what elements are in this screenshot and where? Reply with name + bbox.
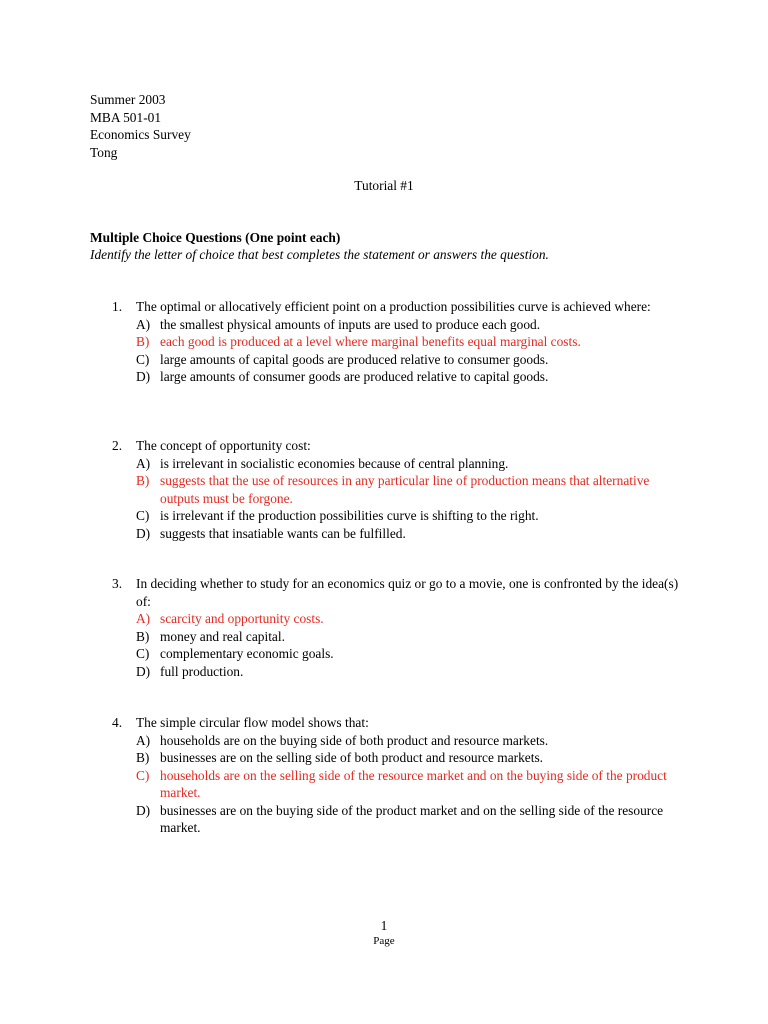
option-text: businesses are on the buying side of the product market and on the selling side of the resource market.: [160, 802, 664, 835]
option-text: the smallest physical amounts of inputs are used to produce each good.: [160, 316, 541, 332]
course-header: [90, 91, 191, 161]
option-letter: D): [136, 369, 151, 384]
option-letter: C): [136, 767, 150, 783]
question-2: [112, 437, 692, 542]
page-title: Tutorial #1: [354, 178, 414, 193]
option-a: [112, 455, 692, 473]
option-text: scarcity and opportunity costs.: [160, 611, 324, 626]
option-text: suggests that the use of resources in any particular line of production means that alternative outputs must be forgone.: [160, 473, 650, 506]
question-text: The optimal or allocatively efficient point on a production possibilities curve is achieved where:: [136, 299, 651, 314]
option-c: [112, 507, 692, 525]
question-1: [112, 298, 692, 386]
option-letter: C): [136, 646, 150, 661]
instructor-name: Tong: [90, 144, 118, 160]
option-letter: B): [136, 750, 150, 765]
question-text: The concept of opportunity cost:: [136, 438, 311, 453]
section-instructions: Identify the letter of choice that best completes the statement or answers the question.: [90, 247, 549, 262]
option-c: [112, 645, 692, 663]
course-code: MBA 501-01: [90, 109, 162, 125]
option-b: [112, 628, 692, 646]
option-letter: B): [136, 334, 150, 349]
question-text: The simple circular flow model shows that:: [136, 715, 369, 730]
option-letter: A): [136, 611, 151, 626]
option-text: businesses are on the selling side of both product and resource markets.: [160, 750, 544, 765]
option-letter: D): [136, 525, 151, 541]
question-number: 4.: [112, 715, 123, 730]
option-letter: A): [136, 732, 151, 748]
term: Summer 2003: [90, 92, 166, 107]
option-text: households are on the selling side of the resource market and on the buying side of the product market.: [160, 767, 667, 800]
option-d: [112, 368, 692, 386]
option-text: is irrelevant in socialistic economies because of central planning.: [160, 455, 509, 471]
option-b-correct-answer: [112, 333, 692, 351]
question-stem: [112, 298, 692, 316]
option-text: households are on the buying side of both product and resource markets.: [160, 732, 549, 748]
question-number: 3.: [112, 576, 123, 591]
page-number: 1: [380, 918, 388, 933]
question-stem: [112, 437, 692, 455]
page-footer: [0, 917, 768, 949]
page-label: Page: [373, 935, 395, 947]
option-letter: B): [136, 628, 150, 644]
option-text: money and real capital.: [160, 628, 285, 644]
option-letter: A): [136, 455, 151, 471]
option-letter: B): [136, 473, 150, 488]
option-text: is irrelevant if the production possibilities curve is shifting to the right.: [160, 508, 539, 523]
option-b: [112, 749, 692, 767]
option-letter: D): [136, 802, 151, 818]
option-a-correct-answer: [112, 610, 692, 628]
option-d: [112, 802, 692, 837]
option-letter: D): [136, 663, 151, 679]
option-a: [112, 732, 692, 750]
course-title: Economics Survey: [90, 127, 191, 142]
option-letter: A): [136, 316, 151, 332]
option-d: [112, 663, 692, 681]
question-text: In deciding whether to study for an economics quiz or go to a movie, one is confronted by the idea(s) of:: [136, 576, 679, 609]
option-d: [112, 525, 692, 543]
question-stem: [112, 575, 692, 610]
option-text: large amounts of consumer goods are produced relative to capital goods.: [160, 369, 549, 384]
option-c: [112, 351, 692, 369]
option-text: full production.: [160, 663, 244, 679]
question-4: [112, 714, 692, 837]
question-number: 2.: [112, 438, 123, 453]
question-number: 1.: [112, 299, 123, 314]
option-a: [112, 316, 692, 334]
option-text: complementary economic goals.: [160, 646, 334, 661]
option-text: each good is produced at a level where marginal benefits equal marginal costs.: [160, 334, 581, 349]
option-text: large amounts of capital goods are produced relative to consumer goods.: [160, 351, 549, 367]
option-letter: C): [136, 351, 150, 367]
option-b-correct-answer: [112, 472, 692, 507]
option-text: suggests that insatiable wants can be fulfilled.: [160, 525, 406, 541]
question-stem: [112, 714, 692, 732]
option-c-correct-answer: [112, 767, 692, 802]
option-letter: C): [136, 508, 150, 523]
question-3: [112, 575, 692, 680]
section-heading: Multiple Choice Questions (One point each): [90, 230, 341, 245]
